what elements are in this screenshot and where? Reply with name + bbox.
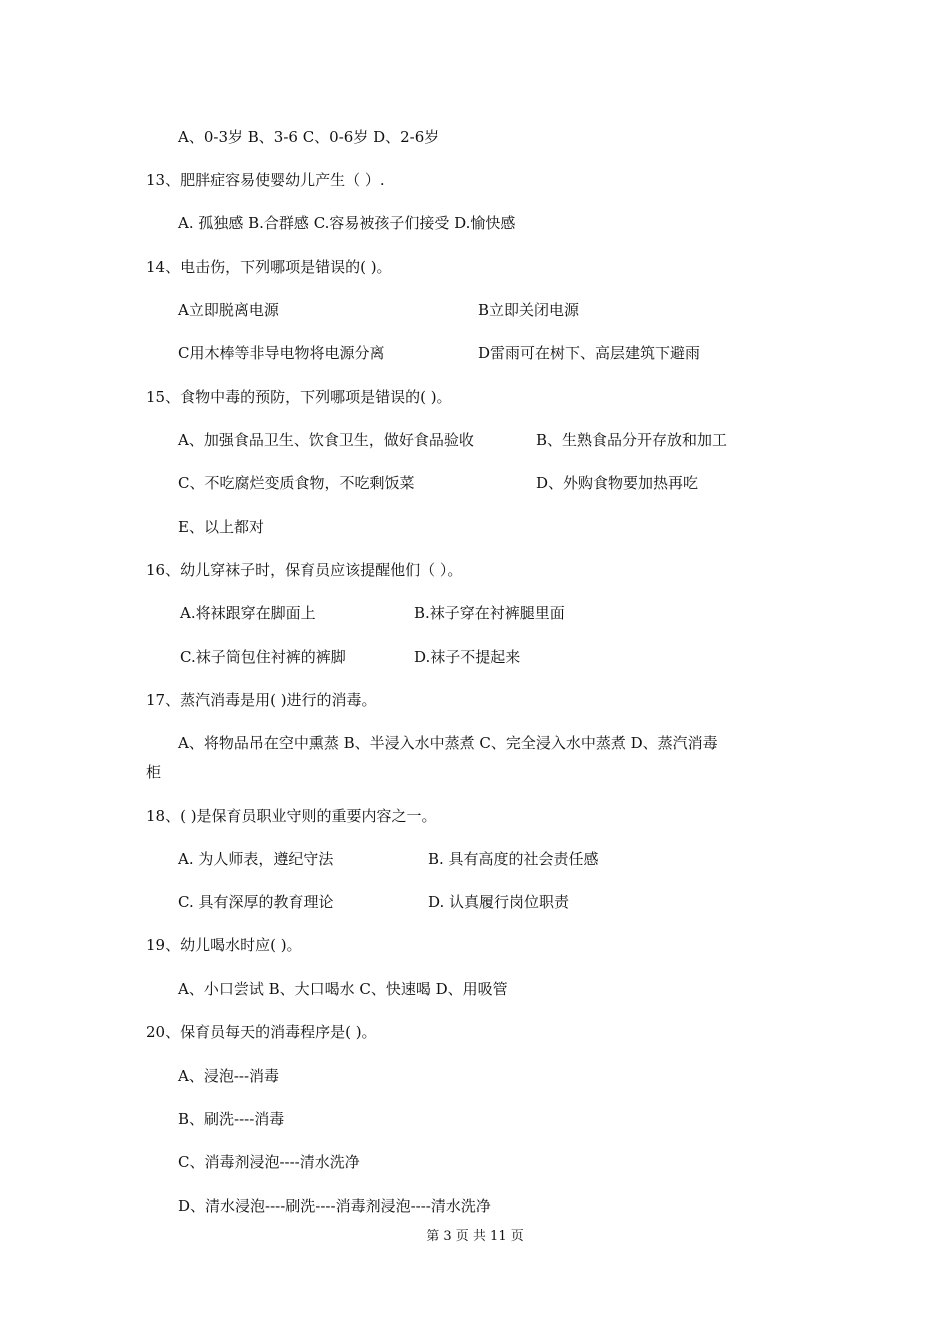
q14-option-b: B立即关闭电源 [478, 301, 580, 319]
q16-option-b: B.袜子穿在衬裤腿里面 [414, 604, 565, 622]
q20-option-d: D、清水浸泡----刷洗----消毒剂浸泡----清水洗净 [178, 1197, 491, 1215]
q16-option-d: D.袜子不提起来 [414, 648, 521, 666]
q20-option-c: C、消毒剂浸泡----清水洗净 [178, 1153, 360, 1171]
q13-stem: 13、肥胖症容易使婴幼儿产生（ ）. [146, 171, 385, 189]
page-number-footer: 第 3 页 共 11 页 [426, 1229, 524, 1244]
q20-stem: 20、保育员每天的消毒程序是( )。 [146, 1023, 377, 1041]
q16-option-c: C.袜子筒包住衬裤的裤脚 [180, 648, 346, 666]
q12-options: A、0-3岁 B、3-6 C、0-6岁 D、2-6岁 [178, 128, 440, 146]
q18-option-b: B. 具有高度的社会责任感 [428, 850, 599, 868]
q13-options: A. 孤独感 B.合群感 C.容易被孩子们接受 D.愉快感 [178, 214, 516, 232]
q15-option-e: E、以上都对 [178, 518, 264, 536]
q19-stem: 19、幼儿喝水时应( )。 [146, 936, 302, 954]
q18-option-d: D. 认真履行岗位职责 [428, 893, 570, 911]
q15-option-d: D、外购食物要加热再吃 [536, 474, 699, 492]
q17-options: A、将物品吊在空中熏蒸 B、半浸入水中蒸煮 C、完全浸入水中蒸煮 D、蒸汽消毒 [178, 734, 718, 752]
q15-option-c: C、不吃腐烂变质食物，不吃剩饭菜 [178, 474, 415, 492]
q14-option-a: A立即脱离电源 [178, 301, 279, 319]
q14-stem: 14、电击伤，下列哪项是错误的( )。 [146, 258, 392, 276]
q14-option-d: D雷雨可在树下、高层建筑下避雨 [478, 344, 701, 362]
q18-stem: 18、( )是保育员职业守则的重要内容之一。 [146, 807, 437, 825]
q16-stem: 16、幼儿穿袜子时，保育员应该提醒他们（ ）。 [146, 561, 463, 579]
q20-option-b: B、刷洗----消毒 [178, 1110, 285, 1128]
q18-option-a: A. 为人师表，遵纪守法 [178, 850, 334, 868]
q16-option-a: A.将袜跟穿在脚面上 [180, 604, 316, 622]
q14-option-c: C用木棒等非导电物将电源分离 [178, 344, 385, 362]
q15-stem: 15、食物中毒的预防，下列哪项是错误的( )。 [146, 388, 452, 406]
q19-options: A、小口尝试 B、大口喝水 C、快速喝 D、用吸管 [178, 980, 508, 998]
q17-options-continued: 柜 [146, 763, 162, 781]
q17-stem: 17、蒸汽消毒是用( )进行的消毒。 [146, 691, 377, 709]
q18-option-c: C. 具有深厚的教育理论 [178, 893, 334, 911]
q15-option-b: B、生熟食品分开存放和加工 [536, 431, 728, 449]
q15-option-a: A、加强食品卫生、饮食卫生，做好食品验收 [178, 431, 474, 449]
q20-option-a: A、浸泡---消毒 [178, 1067, 280, 1085]
